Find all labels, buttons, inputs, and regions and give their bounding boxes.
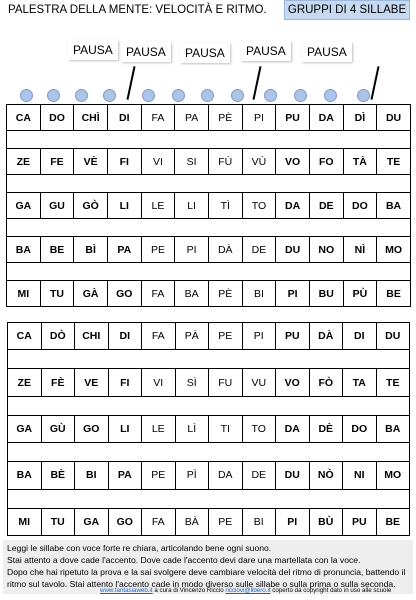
syllable-cell: FE: [40, 149, 74, 175]
syllable-cell: BÈ: [41, 462, 75, 489]
syllable-cell: VO: [276, 149, 310, 175]
syllable-cell: GO: [108, 508, 142, 535]
pause-slash: [252, 66, 261, 100]
syllable-cell: BA: [376, 415, 410, 442]
syllable-cell: FÈ: [41, 369, 75, 396]
syllable-cell: NO: [309, 237, 343, 263]
syllable-cell: DÀ: [208, 237, 242, 263]
syllable-cell: DÒ: [41, 323, 75, 350]
syllable-cell: NÌ: [343, 237, 377, 263]
syllable-cell: VI: [141, 149, 175, 175]
syllable-cell: DO: [343, 193, 377, 219]
syllable-grid-1: [6, 104, 411, 307]
site-link[interactable]: www.fantasiaweb.it: [100, 587, 153, 594]
syllable-cell: PÀ: [175, 323, 209, 350]
syllable-cell: PI: [242, 323, 276, 350]
syllable-cell: GA: [7, 193, 41, 219]
table-row: [8, 508, 410, 535]
table-row: [7, 193, 411, 219]
syllable-cell: LE: [142, 415, 176, 442]
table-row: [7, 281, 411, 307]
syllable-cell: FÙ: [208, 149, 242, 175]
table-spacer-row: [8, 350, 410, 369]
syllable-cell: DÈ: [309, 415, 343, 442]
table-row: [8, 462, 410, 489]
syllable-cell: FU: [209, 369, 243, 396]
beat-dot: [142, 89, 155, 102]
syllable-cell: MO: [376, 462, 410, 489]
syllable-cell: PE: [209, 323, 243, 350]
syllable-cell: GÒ: [74, 193, 108, 219]
syllable-cell: TO: [242, 415, 276, 442]
syllable-cell: BE: [376, 508, 410, 535]
syllable-cell: PU: [343, 508, 377, 535]
syllable-cell: TE: [377, 149, 411, 175]
syllable-cell: FÒ: [309, 369, 343, 396]
table-row: [7, 237, 411, 263]
syllable-cell: VÈ: [74, 149, 108, 175]
syllable-cell: PÈ: [208, 105, 242, 131]
syllable-cell: GA: [8, 415, 42, 442]
pause-slash: [370, 66, 379, 100]
syllable-cell: MI: [7, 281, 41, 307]
table-spacer-row: [7, 131, 411, 149]
pause-label: PAUSA: [121, 42, 171, 62]
instructions-box: [3, 540, 413, 594]
beat-dot: [47, 89, 60, 102]
syllable-cell: PI: [175, 237, 209, 263]
syllable-cell: DÀ: [309, 323, 343, 350]
syllable-cell: DI: [343, 323, 377, 350]
syllable-cell: VU: [242, 369, 276, 396]
syllable-cell: DA: [276, 193, 310, 219]
beat-dot: [172, 89, 185, 102]
table-spacer-row: [8, 396, 410, 415]
table-spacer-row: [7, 175, 411, 193]
syllable-cell: VÙ: [242, 149, 276, 175]
syllable-cell: NÒ: [309, 462, 343, 489]
syllable-cell: PI: [276, 508, 310, 535]
syllable-cell: CHÌ: [74, 105, 108, 131]
syllable-cell: PI: [242, 105, 276, 131]
syllable-cell: FA: [142, 508, 176, 535]
spacer-cell: [8, 489, 410, 508]
instruction-line: Dopo che hai ripetuto la prova e la sai svolgere deve cambiare velocità del ritmo di pronuncia, battendo il ritmo sul tavolo. Stai attento l'accento cade in modo diverso sulle sillabe o sulla prima o sulla seconda.: [7, 567, 406, 589]
syllable-cell: GA: [75, 508, 109, 535]
syllable-cell: FA: [141, 281, 175, 307]
syllable-cell: DU: [377, 105, 411, 131]
footer-credits: [100, 587, 391, 594]
syllable-cell: VO: [276, 369, 310, 396]
syllable-cell: PE: [209, 508, 243, 535]
syllable-cell: BU: [309, 281, 343, 307]
syllable-cell: PÙ: [343, 281, 377, 307]
syllable-cell: TO: [242, 193, 276, 219]
beat-dot: [231, 89, 244, 102]
syllable-cell: DE: [309, 193, 343, 219]
syllable-cell: FI: [108, 369, 142, 396]
syllable-cell: LE: [141, 193, 175, 219]
pause-label: PAUSA: [180, 43, 230, 63]
syllable-cell: GÀ: [74, 281, 108, 307]
spacer-cell: [7, 263, 411, 281]
syllable-cell: TA: [343, 369, 377, 396]
syllable-cell: TU: [40, 281, 74, 307]
syllable-cell: TE: [376, 369, 410, 396]
syllable-cell: DA: [276, 415, 310, 442]
syllable-cell: FA: [142, 323, 176, 350]
syllable-cell: TI: [209, 415, 243, 442]
syllable-cell: PU: [276, 105, 310, 131]
email-link[interactable]: ricciovi@libero.it: [225, 587, 271, 594]
syllable-cell: PA: [108, 462, 142, 489]
table-spacer-row: [7, 219, 411, 237]
syllable-cell: TÌ: [208, 193, 242, 219]
syllable-cell: FA: [141, 105, 175, 131]
syllable-cell: GÙ: [41, 415, 75, 442]
syllable-cell: BÀ: [175, 508, 209, 535]
header-badge: GRUPPI DI 4 SILLABE: [284, 0, 410, 20]
syllable-cell: DU: [376, 323, 410, 350]
syllable-cell: ZE: [7, 149, 41, 175]
syllable-cell: GU: [40, 193, 74, 219]
syllable-cell: BI: [75, 462, 109, 489]
syllable-cell: LI: [108, 415, 142, 442]
table-spacer-row: [7, 263, 411, 281]
syllable-cell: BA: [175, 281, 209, 307]
syllable-cell: TÀ: [343, 149, 377, 175]
syllable-cell: LI: [175, 193, 209, 219]
syllable-cell: VE: [75, 369, 109, 396]
spacer-cell: [8, 350, 410, 369]
syllable-cell: CHI: [75, 323, 109, 350]
table-row: [7, 149, 411, 175]
syllable-cell: ZE: [8, 369, 42, 396]
syllable-cell: DO: [40, 105, 74, 131]
beat-dot: [201, 89, 214, 102]
syllable-cell: BA: [8, 462, 42, 489]
instruction-line: Leggi le sillabe con voce forte re chiara, articolando bene ogni suono.: [7, 543, 272, 553]
beat-dot: [103, 89, 116, 102]
syllable-cell: PI: [276, 281, 310, 307]
syllable-cell: DA: [309, 105, 343, 131]
spacer-cell: [8, 396, 410, 415]
table-row: [8, 323, 410, 350]
syllable-cell: LI: [107, 193, 141, 219]
syllable-cell: DI: [107, 105, 141, 131]
syllable-cell: NI: [343, 462, 377, 489]
beat-dot: [324, 89, 337, 102]
syllable-cell: LÌ: [175, 415, 209, 442]
syllable-grid-2: [7, 322, 410, 536]
copyright-note: coperto da copyright dato in uso alle scuole: [270, 587, 392, 594]
syllable-cell: PE: [141, 237, 175, 263]
instruction-line: Stai attento a dove cade l'accento. Dove cade l'accento devi dare una martellata con la voce.: [7, 555, 361, 565]
syllable-cell: DU: [276, 237, 310, 263]
pause-label: PAUSA: [68, 40, 118, 60]
syllable-cell: DO: [343, 415, 377, 442]
syllable-cell: GO: [75, 415, 109, 442]
syllable-cell: CA: [8, 323, 42, 350]
syllable-cell: FO: [309, 149, 343, 175]
syllable-cell: PE: [142, 462, 176, 489]
beat-dot: [75, 89, 88, 102]
syllable-cell: SÌ: [175, 369, 209, 396]
syllable-cell: BA: [7, 237, 41, 263]
syllable-cell: DA: [209, 462, 243, 489]
syllable-cell: BI: [242, 281, 276, 307]
syllable-cell: BÙ: [309, 508, 343, 535]
syllable-cell: BÌ: [74, 237, 108, 263]
syllable-cell: CA: [7, 105, 41, 131]
syllable-cell: PU: [276, 323, 310, 350]
syllable-cell: DE: [242, 462, 276, 489]
beat-dot: [294, 89, 307, 102]
syllable-cell: DÌ: [343, 105, 377, 131]
syllable-cell: PÈ: [208, 281, 242, 307]
syllable-cell: PA: [107, 237, 141, 263]
syllable-cell: FI: [107, 149, 141, 175]
syllable-cell: VI: [142, 369, 176, 396]
header-title: PALESTRA DELLA MENTE: VELOCITÀ E RITMO.: [8, 4, 267, 16]
pause-label: PAUSA: [302, 42, 352, 62]
table-row: [8, 369, 410, 396]
beat-dot: [357, 89, 370, 102]
pause-label: PAUSA: [241, 41, 291, 61]
syllable-cell: BI: [242, 508, 276, 535]
syllable-cell: DI: [108, 323, 142, 350]
table-spacer-row: [8, 443, 410, 462]
syllable-cell: PÌ: [175, 462, 209, 489]
pause-slash: [126, 66, 135, 100]
spacer-cell: [8, 443, 410, 462]
syllable-cell: DU: [276, 462, 310, 489]
spacer-cell: [7, 175, 411, 193]
table-row: [7, 105, 411, 131]
syllable-cell: BE: [377, 281, 411, 307]
syllable-cell: DE: [242, 237, 276, 263]
syllable-cell: GO: [107, 281, 141, 307]
syllable-cell: TU: [41, 508, 75, 535]
syllable-cell: MI: [8, 508, 42, 535]
syllable-cell: SI: [175, 149, 209, 175]
spacer-cell: [7, 219, 411, 237]
syllable-cell: BA: [377, 193, 411, 219]
table-spacer-row: [8, 489, 410, 508]
syllable-cell: PA: [175, 105, 209, 131]
spacer-cell: [7, 131, 411, 149]
syllable-cell: BE: [40, 237, 74, 263]
table-row: [8, 415, 410, 442]
beat-dot: [20, 89, 33, 102]
credit-text: a cura di Vincenzo Riccio: [152, 587, 226, 594]
syllable-cell: MO: [377, 237, 411, 263]
beat-dot: [264, 89, 277, 102]
